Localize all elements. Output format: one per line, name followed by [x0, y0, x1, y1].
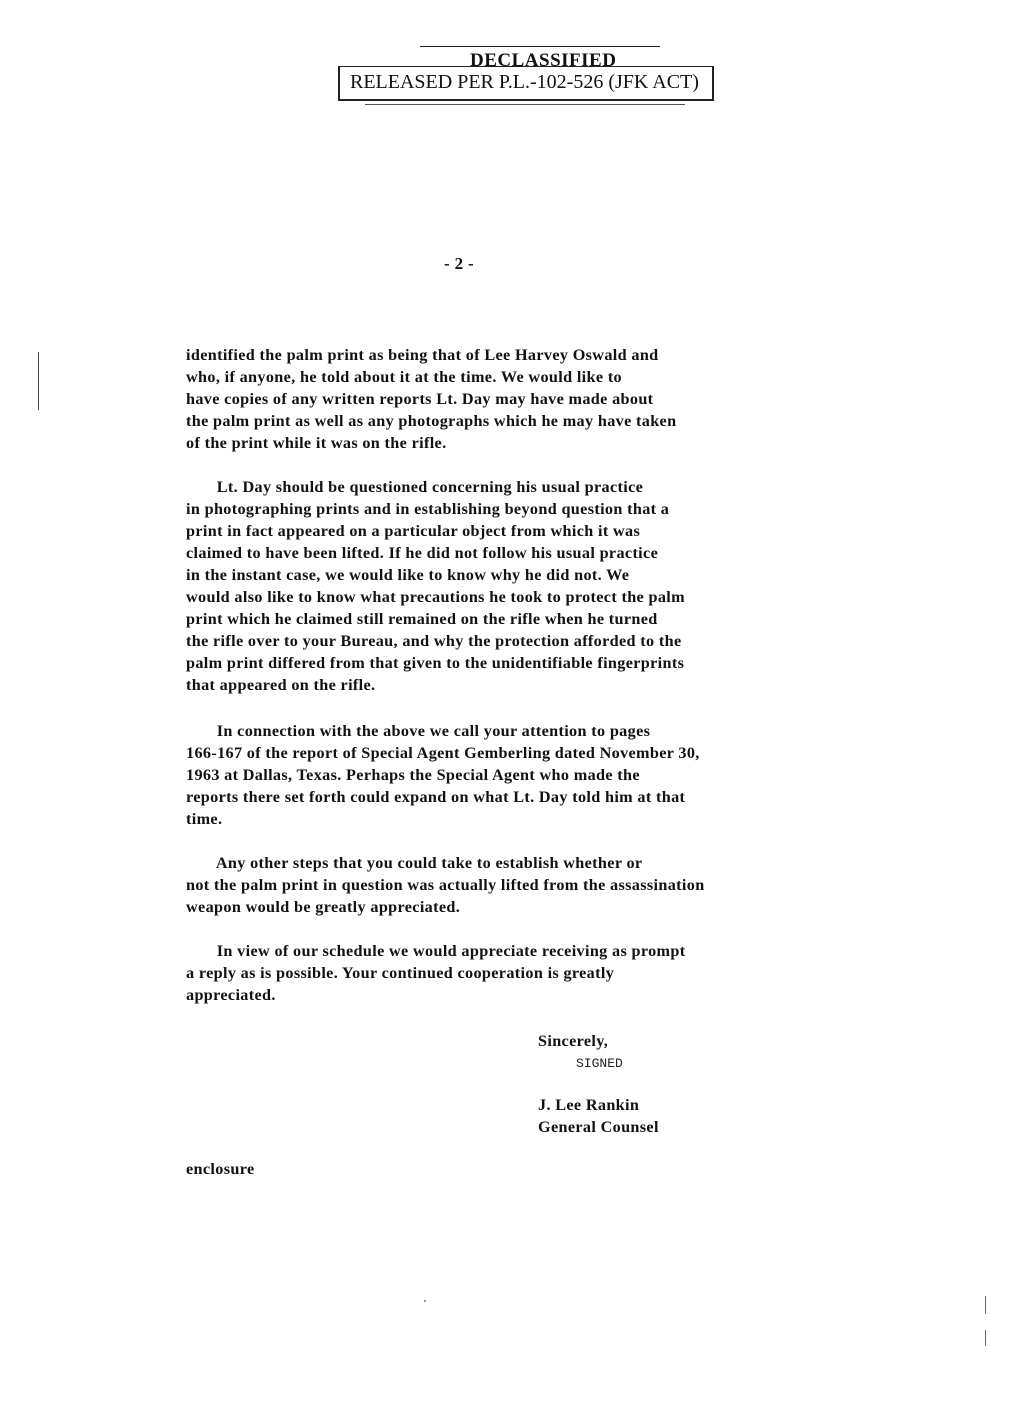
text-line: 166-167 of the report of Special Agent Gemberling dated November 30,: [186, 744, 700, 762]
text-line: In connection with the above we call your attention to pages: [186, 722, 651, 740]
page-number: - 2 -: [444, 254, 475, 273]
text-line: print which he claimed still remained on the rifle when he turned: [186, 610, 658, 628]
text-line: in the instant case, we would like to know why he did not. We: [186, 566, 630, 584]
text-line: Lt. Day should be questioned concerning his usual practice: [186, 478, 644, 496]
declassified-stamp-release-line: RELEASED PER P.L.-102-526 (JFK ACT): [350, 71, 699, 93]
paragraph-other-steps: [186, 852, 705, 918]
text-line: palm print differed from that given to the unidentifiable fingerprints: [186, 654, 685, 672]
text-line: would also like to know what precautions he took to protect the palm: [186, 588, 685, 606]
enclosure-note: enclosure: [186, 1160, 255, 1178]
signed-note: SIGNED: [576, 1056, 623, 1071]
text-line: have copies of any written reports Lt. Day may have made about: [186, 390, 654, 408]
text-line: not the palm print in question was actually lifted from the assassination: [186, 876, 705, 894]
text-line: claimed to have been lifted. If he did not follow his usual practice: [186, 544, 659, 562]
stamp-top-rule: [420, 46, 660, 47]
text-line: print in fact appeared on a particular object from which it was: [186, 522, 641, 540]
text-line: of the print while it was on the rifle.: [186, 434, 447, 452]
text-line: weapon would be greatly appreciated.: [186, 898, 461, 916]
paragraph-palm-print-identification: [186, 344, 676, 454]
closing-salutation: Sincerely,: [538, 1032, 609, 1050]
text-line: who, if anyone, he told about it at the time. We would like to: [186, 368, 622, 386]
text-line: In view of our schedule we would appreciate receiving as prompt: [186, 942, 686, 960]
text-line: reports there set forth could expand on what Lt. Day told him at that: [186, 788, 686, 806]
paragraph-schedule-reply: [186, 940, 685, 1006]
text-line: time.: [186, 810, 223, 828]
declassified-stamp-heading: DECLASSIFIED: [470, 50, 617, 71]
signer-name: J. Lee Rankin: [538, 1096, 640, 1114]
paragraph-gemberling-report: [186, 720, 700, 830]
text-line: the palm print as well as any photographs which he may have taken: [186, 412, 677, 430]
margin-mark: [38, 352, 39, 410]
text-line: a reply as is possible. Your continued cooperation is greatly: [186, 964, 615, 982]
paragraph-lt-day-practice: [186, 476, 685, 696]
scan-artifact: [424, 1300, 426, 1302]
text-line: in photographing prints and in establishing beyond question that a: [186, 500, 670, 518]
scan-artifact: [985, 1330, 986, 1346]
text-line: 1963 at Dallas, Texas. Perhaps the Special Agent who made the: [186, 766, 640, 784]
text-line: identified the palm print as being that of Lee Harvey Oswald and: [186, 346, 659, 364]
text-line: the rifle over to your Bureau, and why the protection afforded to the: [186, 632, 682, 650]
signer-title: General Counsel: [538, 1118, 659, 1136]
scan-artifact: [985, 1296, 986, 1314]
stamp-bottom-rule: [365, 104, 685, 105]
text-line: appreciated.: [186, 986, 276, 1004]
text-line: Any other steps that you could take to establish whether or: [186, 854, 643, 872]
text-line: that appeared on the rifle.: [186, 676, 376, 694]
